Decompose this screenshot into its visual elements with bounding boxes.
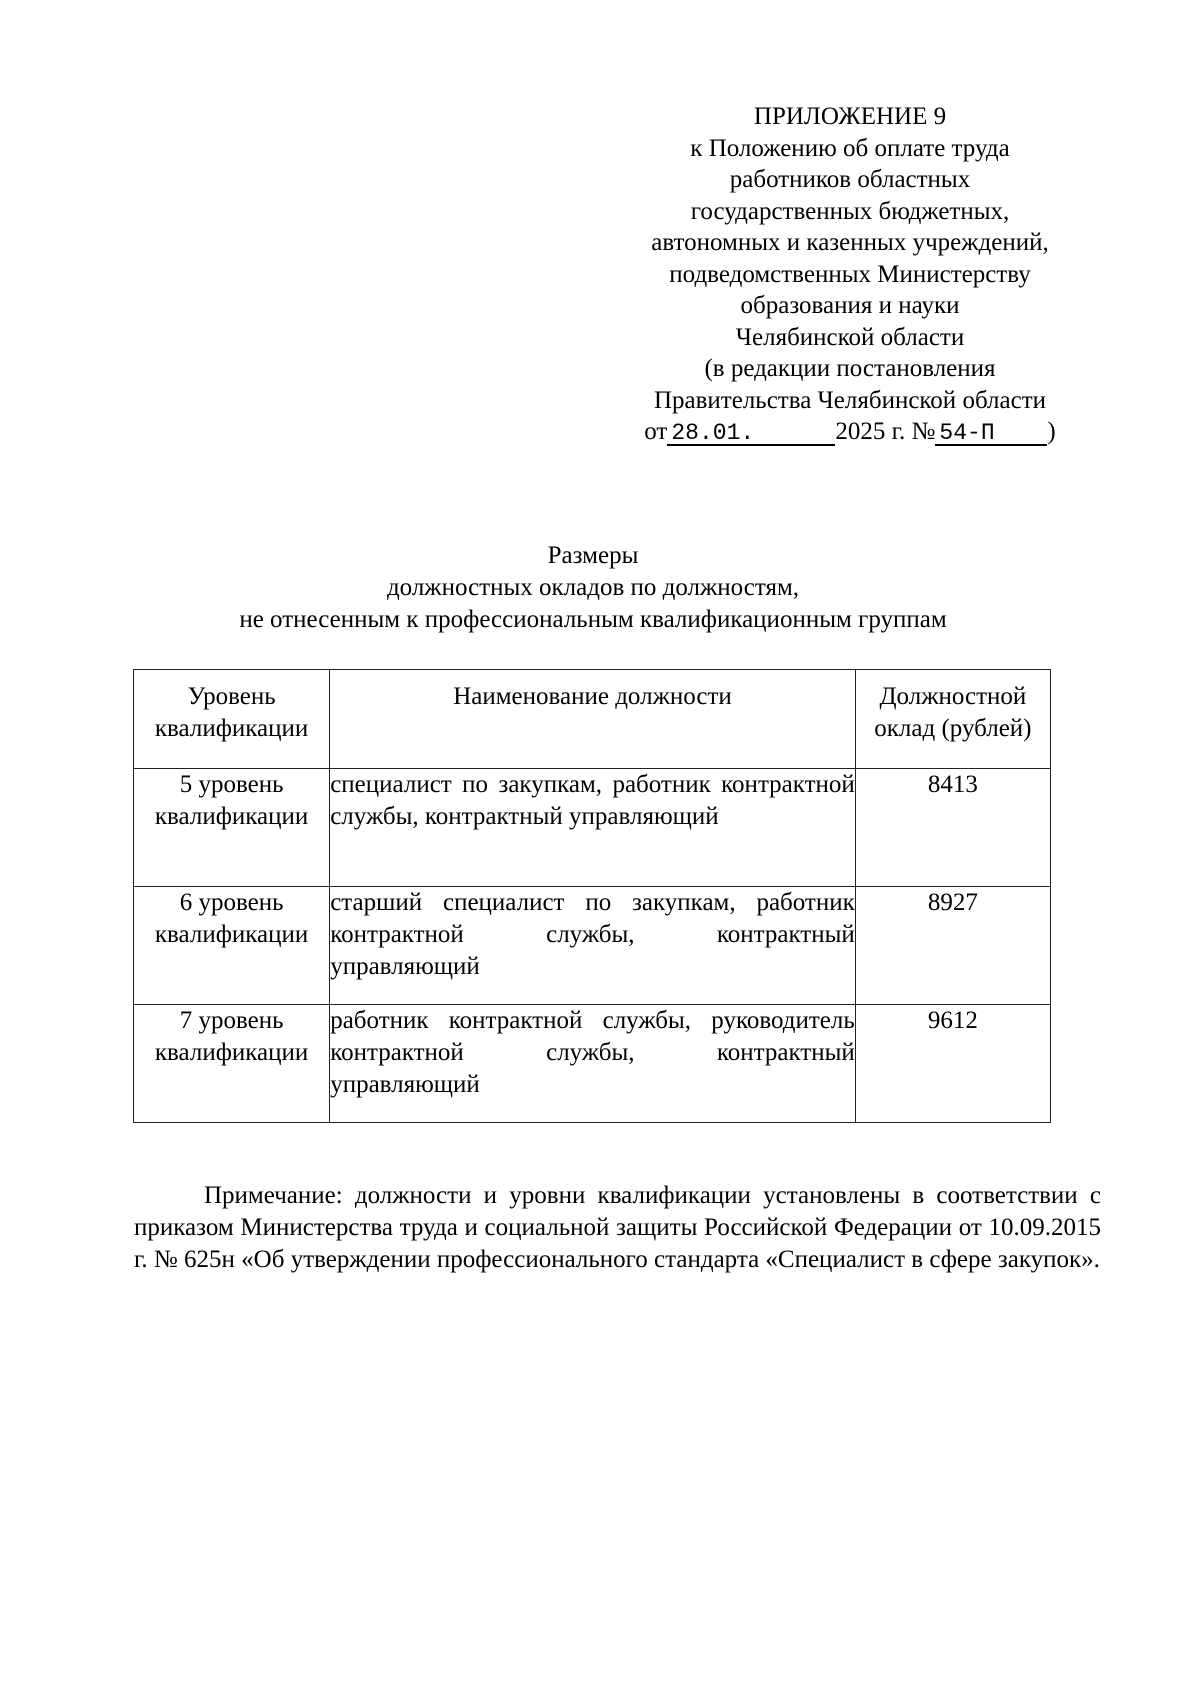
salary-cell: 8927 xyxy=(855,887,1050,1005)
position-cell: специалист по закупкам, работник контрактной службы, контрактный управляющий xyxy=(330,769,856,887)
appendix-block xyxy=(605,101,1095,448)
appendix-line: государственных бюджетных, xyxy=(690,197,1010,225)
heading-line-1: Размеры xyxy=(547,542,639,569)
appendix-line: Правительства Челябинской области xyxy=(653,386,1047,414)
position-cell: работник контрактной службы, руководитель контрактной службы, контрактный управляющий xyxy=(330,1005,856,1123)
heading-line-3: не отнесенным к профессиональным квалификационным группам xyxy=(239,606,947,633)
header-level: Уровень квалификации xyxy=(134,670,330,769)
closing-paren: ) xyxy=(1047,418,1056,445)
year-text: 2025 г. № xyxy=(835,418,936,445)
salary-cell: 9612 xyxy=(855,1005,1050,1123)
table-row xyxy=(134,769,1051,887)
appendix-line: к Положению об оплате труда xyxy=(690,134,1010,162)
salary-table xyxy=(133,669,1051,1123)
appendix-line: (в редакции постановления xyxy=(704,355,996,382)
salary-cell: 8413 xyxy=(855,769,1050,887)
appendix-line: автономных и казенных учреждений, xyxy=(651,229,1049,256)
appendix-line: Челябинской области xyxy=(735,323,965,351)
level-cell: 7 уровень квалификации xyxy=(134,1005,330,1123)
date-prefix: от xyxy=(644,418,668,445)
level-cell: 5 уровень квалификации xyxy=(134,769,330,887)
resolution-number: 54-П xyxy=(935,422,1047,446)
level-cell: 6 уровень квалификации xyxy=(134,887,330,1005)
appendix-line: образования и науки xyxy=(740,292,960,319)
heading-line-2: должностных окладов по должностям, xyxy=(386,574,800,601)
resolution-line xyxy=(605,416,1095,448)
appendix-title: ПРИЛОЖЕНИЕ 9 xyxy=(753,103,947,130)
header-position: Наименование должности xyxy=(330,670,856,769)
resolution-date: 28.01. xyxy=(667,422,835,446)
appendix-line: подведомственных Министерству xyxy=(669,260,1031,288)
table-row xyxy=(134,887,1051,1005)
position-cell: старший специалист по закупкам, работник контрактной службы, контрактный управляющий xyxy=(330,887,856,1005)
table-header-row xyxy=(134,670,1051,769)
document-heading xyxy=(130,540,1056,636)
appendix-line: работников областных xyxy=(729,166,971,193)
note-paragraph: Примечание: должности и уровни квалификации установлены в соответствии с приказом Министерства труда и социальной защиты Российской Федерации от 10.09.2015 г. № 625н «Об утверждении профессионального стандарта «Специалист в сфере закупок». xyxy=(134,1182,1101,1273)
header-salary: Должностной оклад (рублей) xyxy=(855,670,1050,769)
table-row xyxy=(134,1005,1051,1123)
